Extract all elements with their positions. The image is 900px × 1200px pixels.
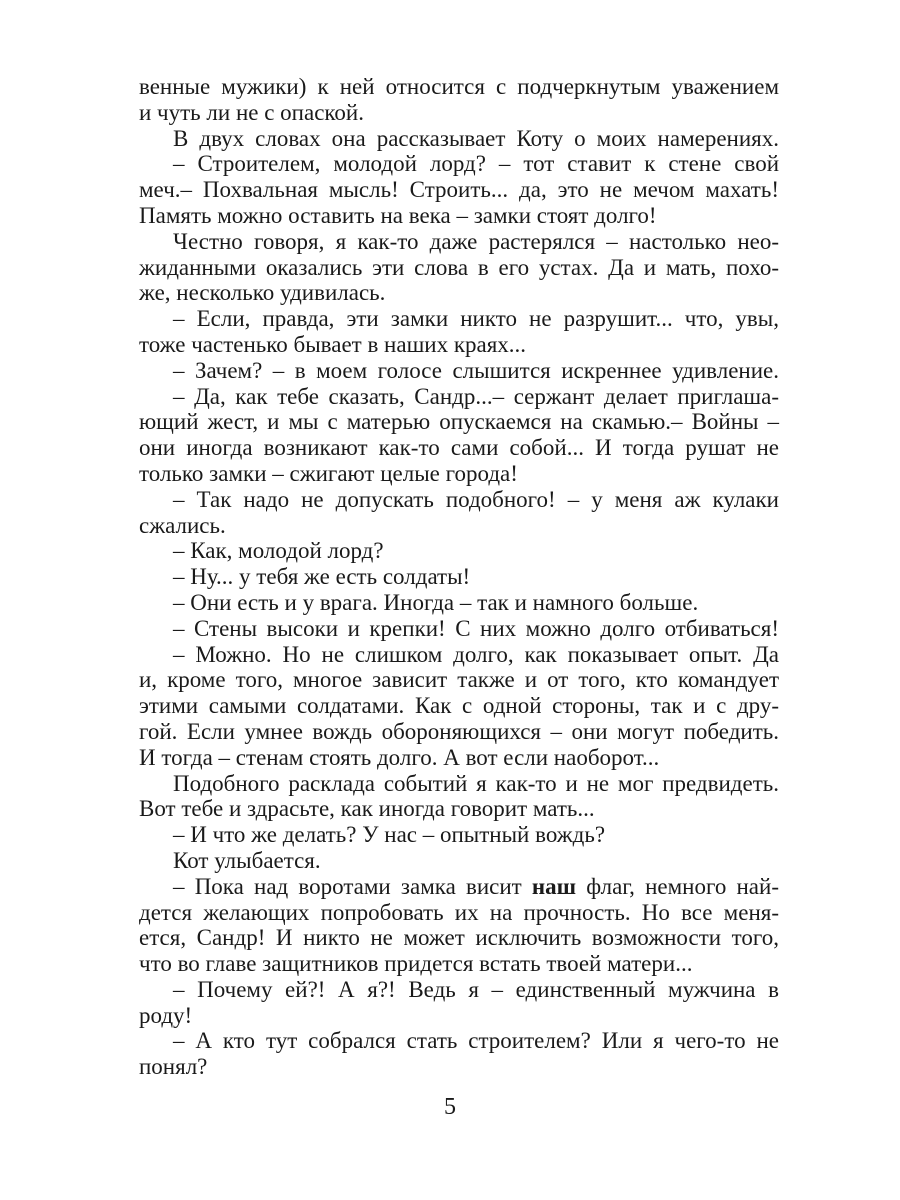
text-line: жиданными оказались эти слова в его устах. Да и мать, похо- — [139, 254, 779, 280]
text-line: ется, Сандр! И никто не может исключить возможности того, — [139, 925, 779, 951]
text-line: В двух словах она рассказывает Коту о моих намерениях. — [173, 125, 779, 151]
text-line: и чуть ли не с опаской. — [139, 99, 364, 125]
text-line: меч.– Похвальная мысль! Строить... да, это не мечом махать! — [139, 177, 779, 203]
text-line: что во главе защитников придется встать твоей матери... — [139, 951, 693, 977]
text-line: – Стены высоки и крепки! С них можно долго отбиваться! — [173, 615, 779, 641]
text-line: и, кроме того, многое зависит также и от того, кто командует — [139, 667, 779, 693]
text-line: гой. Если умнее вождь обороняющихся – они могут победить. — [139, 718, 779, 744]
text-line: понял? — [139, 1054, 208, 1080]
text-line: Память можно оставить на века – замки стоят долго! — [139, 202, 657, 228]
text-line: же, несколько удивилась. — [139, 280, 386, 306]
text-line: они иногда возникают как-то сами собой... И тогда рушат не — [139, 435, 779, 461]
text-line: сжались. — [139, 512, 226, 538]
text-line: – Строителем, молодой лорд? – тот ставит к стене свой — [173, 151, 779, 177]
text-segment: – Пока над воротами замка висит — [173, 873, 532, 899]
text-line: Кот улыбается. — [173, 847, 321, 873]
text-line: ющий жест, и мы с матерью опускаемся на скамью.– Войны – — [139, 409, 779, 435]
text-line: – Так надо не допускать подобного! – у меня аж кулаки — [173, 486, 779, 512]
text-line: – Почему ей?! А я?! Ведь я – единственный мужчина в — [173, 976, 779, 1002]
text-line: – Зачем? – в моем голосе слышится искреннее удивление. — [173, 357, 779, 383]
text-line: – Как, молодой лорд? — [173, 538, 384, 564]
text-line: – А кто тут собрался стать строителем? Или я чего-то не — [173, 1028, 779, 1054]
text-line: Подобного расклада событий я как-то и не мог предвидеть. — [173, 770, 779, 796]
emphasized-word: наш — [531, 873, 577, 899]
text-line: Вот тебе и здрасьте, как иногда говорит мать... — [139, 796, 595, 822]
text-line: тоже частенько бывает в наших краях... — [139, 331, 527, 357]
text-line: венные мужики) к ней относится с подчеркнутым уважением — [139, 74, 779, 99]
text-line: дется желающих попробовать их на прочность. Но все меня- — [139, 899, 779, 925]
body-text — [139, 74, 779, 1080]
text-line: – Они есть и у врага. Иногда – так и намного больше. — [173, 589, 699, 615]
page-number: 5 — [444, 1094, 456, 1120]
text-line: – Если, правда, эти замки никто не разрушит... что, увы, — [173, 306, 779, 332]
text-line: – Можно. Но не слишком долго, как показывает опыт. Да — [173, 641, 779, 667]
text-line: – Да, как тебе сказать, Сандр...– сержант делает приглаша- — [173, 383, 779, 409]
text-segment: флаг, немного най- — [576, 873, 779, 899]
text-line: – Ну... у тебя же есть солдаты! — [173, 564, 471, 590]
text-line: только замки – сжигают целые города! — [139, 460, 518, 486]
text-line — [139, 874, 779, 900]
text-line: этими самыми солдатами. Как с одной стороны, так и с дру- — [139, 693, 779, 719]
text-line: роду! — [139, 1002, 193, 1028]
text-line: И тогда – стенам стоять долго. А вот если наоборот... — [139, 744, 660, 770]
text-line: Честно говоря, я как-то даже растерялся – настолько нео- — [173, 228, 779, 254]
text-line: – И что же делать? У нас – опытный вождь? — [173, 822, 606, 848]
